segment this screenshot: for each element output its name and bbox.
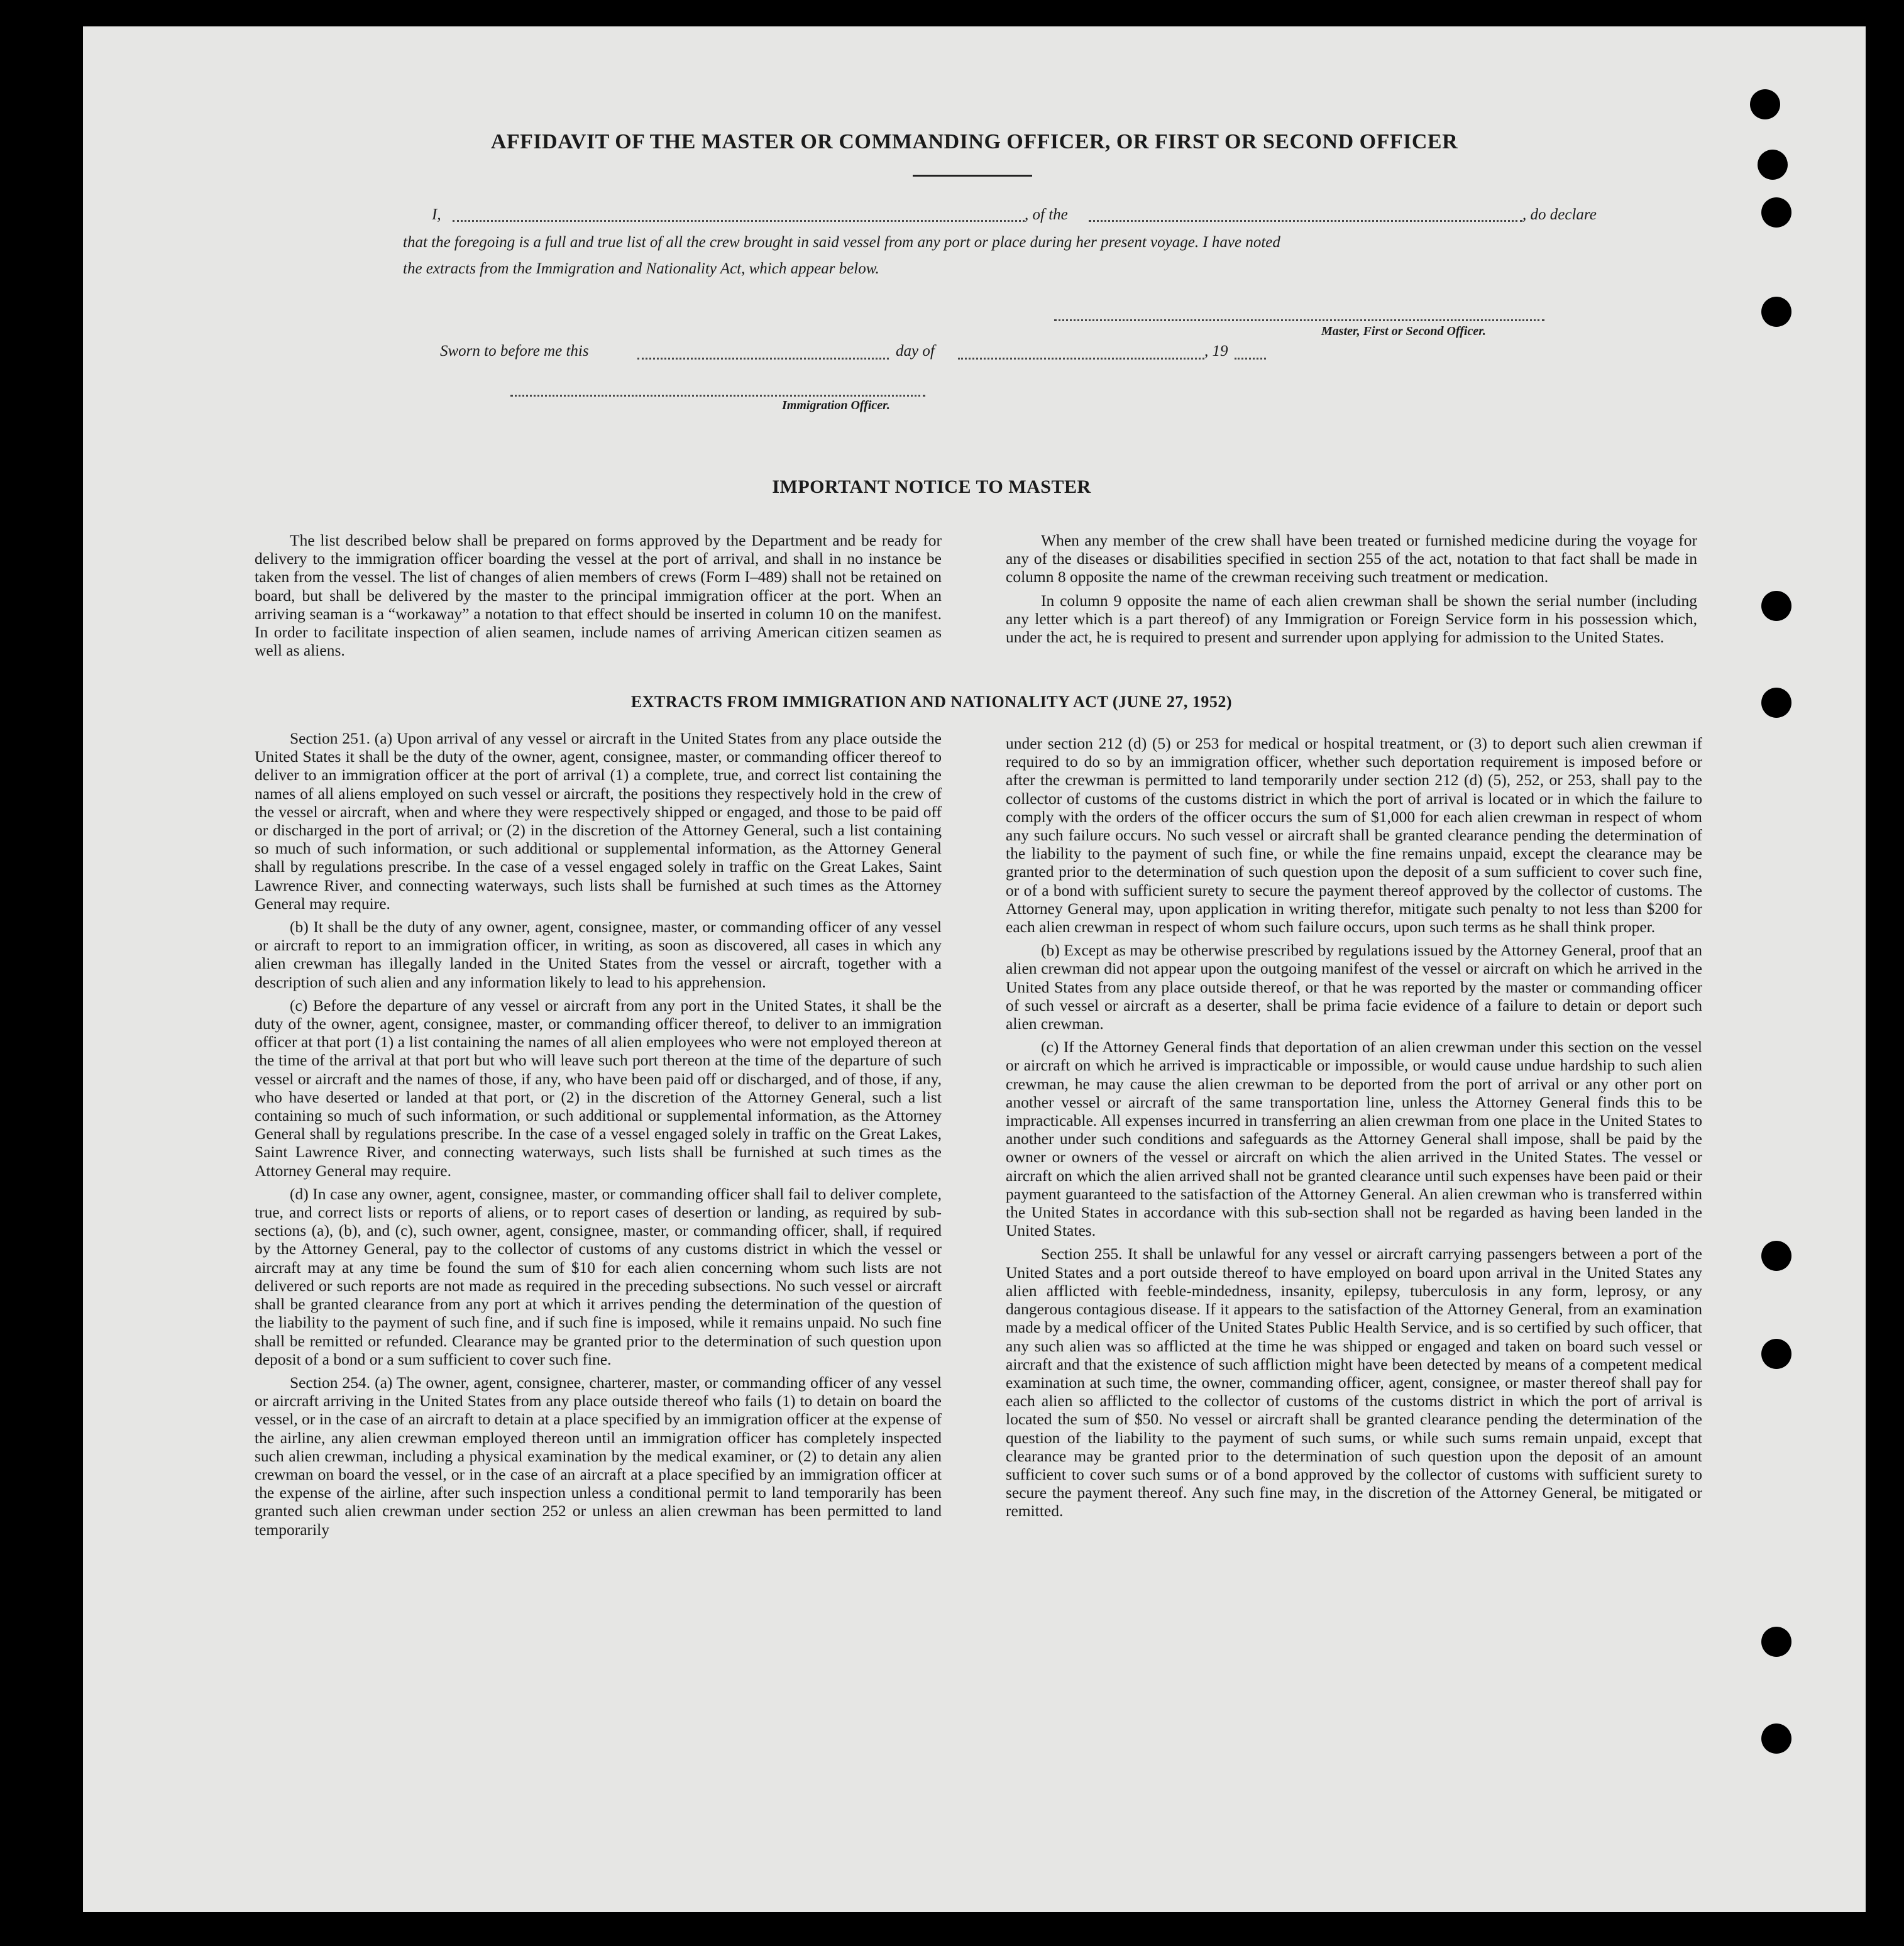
punch-hole [1761, 1627, 1791, 1657]
extract-paragraph: (c) If the Attorney General finds that deportation of an alien crewman under this section on the vessel or aircraft on which he arrived is impracticable or impossible, or would cause undue hardship to such alien crewman, he may cause the alien crewman to be deported from the port of arrival or any other port on another vessel or aircraft of the same transportation line, unless the Attorney General finds this to be impracticable. All expenses incurred in transferring an alien crewman from one place in the United States to another under such conditions and safeguards as the Attorney General shall impose, shall be paid by the owner or owners of the vessel or aircraft on which the alien arrived in the United States. The vessel or aircraft on which the alien arrived shall not be granted clearance until such expenses have been paid or their payment guaranteed to the satisfaction of the Attorney General. An alien crewman who is transferred within the United States in accordance with this sub-section shall not be regarded as having been landed in the United States. [1006, 1038, 1702, 1240]
punch-hole [1761, 1241, 1791, 1271]
officer-caption: Immigration Officer. [782, 399, 890, 412]
punch-hole [1761, 688, 1791, 718]
extract-paragraph: under section 212 (d) (5) or 253 for medical or hospital treatment, or (3) to deport such alien crewman if required to do so by an immigration officer, whether such deportation requirement is imposed before or after the crewman is permitted to land temporarily under section 212 (d) (5), 252, or 253, shall pay to the collector of customs of the customs district in which the port of arrival is located or in which the failure to comply with the orders of the officer occurs the sum of $1,000 for each alien crewman in respect of whom any such failure occurs. No such vessel or aircraft shall be granted clearance pending the determination of the liability to the payment of such fine, or while the fine remains unpaid, except the clearance may be granted prior to the determination of such question upon the deposit of a sum sufficient to cover such fine, or of a bond with sufficient surety to secure the payment thereof approved by the collector of customs. The Attorney General may, upon application in writing therefor, mitigate such penalty to not less than $200 for each alien crewman in respect of whom such failure occurs, upon such terms as he shall think proper. [1006, 734, 1702, 937]
punch-hole [1758, 150, 1788, 180]
sworn-label: Sworn to before me this [440, 343, 589, 360]
notice-title: IMPORTANT NOTICE TO MASTER [772, 476, 1091, 497]
notice-right-column [1006, 531, 1697, 651]
extract-paragraph: (c) Before the departure of any vessel or aircraft from any port in the United States, it shall be the duty of the owner, agent, consignee, master, or commanding officer thereof, to deliver to an immigration officer at that port (1) a list containing the names of all alien employees who were not employed thereon at the time of the arrival at that port but who will leave such port thereon at the time of the departure of such vessel or aircraft and the names of those, if any, who have been paid off or discharged, and of those, if any, who have deserted or landed at that port, or (2) in the discretion of the Attorney General, such a list containing so much of such information, or such additional or supplemental information, as the Attorney General shall by regulations prescribe. In the case of a vessel engaged solely in traffic on the Great Lakes, Saint Lawrence River, and connecting waterways, such lists shall be furnished at such times as the Attorney General may require. [255, 996, 942, 1180]
affidavit-of-the-label: , of the [1025, 206, 1068, 223]
punch-hole [1761, 297, 1791, 327]
affidavit-line-2: that the foregoing is a full and true list of all the crew brought in said vessel from any port or place during her present voyage. I have noted [403, 234, 1280, 251]
punch-hole [1761, 197, 1791, 228]
extracts-left-column [255, 729, 942, 1544]
affidavit-line-3: the extracts from the Immigration and Nationality Act, which appear below. [403, 260, 879, 277]
year-label: , 19 [1204, 343, 1228, 360]
month-blank [958, 358, 1204, 360]
punch-hole [1761, 1339, 1791, 1369]
document-page [83, 26, 1866, 1912]
extracts-right-column [1006, 734, 1702, 1525]
vessel-blank [1089, 220, 1522, 222]
affidavit-declare-label: , do declare [1522, 206, 1597, 223]
extract-paragraph: Section 254. (a) The owner, agent, consignee, charterer, master, or commanding officer of any vessel or aircraft arriving in the United States from any place outside thereof who fails (1) to detain on board the vessel, or in the case of an aircraft to detain at a place specified by an immigration officer at the expense of the airline, any alien crewman employed thereon until an immigration officer has completely inspected such alien crewman, including a physical examination by the medical examiner, or (2) to detain any alien crewman on board the vessel, or in the case of an aircraft at a place specified by an immigration officer at the expense of the airline, after such inspection unless a conditional permit to land temporarily has been granted such alien crewman under section 252 or unless an alien crewman has been permitted to land temporarily [255, 1373, 942, 1539]
punch-hole [1761, 1723, 1791, 1754]
extract-paragraph: (d) In case any owner, agent, consignee, master, or commanding officer shall fail to deliver complete, true, and correct lists or reports of aliens, or to report cases of desertion or landing, as required by sub-sections (a), (b), and (c), such owner, agent, consignee, master, or commanding officer, shall, if required by the Attorney General, pay to the collector of customs of any customs district in which the vessel or aircraft may at any time be found the sum of $10 for each alien concerning whom such lists are not delivered or such reports are not made as required in the preceding subsections. No such vessel or aircraft shall be granted clearance from any port at which it arrives pending the determination of the question of the liability to the payment of such fine, and if such fine is imposed, while it remains unpaid. No such fine shall be remitted or refunded. Clearance may be granted prior to the determination of such question upon deposit of a bond or a sum sufficient to cover such fine. [255, 1184, 942, 1368]
notice-left-column [255, 531, 942, 664]
extract-paragraph: (b) Except as may be otherwise prescribed by regulations issued by the Attorney General, proof that an alien crewman did not appear upon the outgoing manifest of the vessel or aircraft on which he arrived in the United States from any place outside thereof, or that he was reported by the master or commanding officer of such vessel or aircraft as a deserter, shall be prima facie evidence of a failure to detain or deport such alien crewman. [1006, 941, 1702, 1033]
punch-hole [1750, 89, 1780, 119]
officer-signature-line [510, 395, 925, 397]
year-blank [1235, 358, 1266, 360]
extract-paragraph: Section 251. (a) Upon arrival of any vessel or aircraft in the United States from any place outside the United States it shall be the duty of the owner, agent, consignee, master, or commanding officer thereof to deliver to an immigration officer at the port of arrival (1) a complete, true, and correct list containing the names of all aliens employed on such vessel or aircraft, the positions they respectively hold in the crew of the vessel or aircraft, when and where they were respectively shipped or engaged, and those to be paid off or discharged in the port of arrival; or (2) in the discretion of the Attorney General, such a list containing so much of such information, or such additional or supplemental information, as the Attorney General shall by regulations prescribe. In the case of a vessel engaged solely in traffic on the Great Lakes, Saint Lawrence River, and connecting waterways, such lists shall be furnished at such times as the Attorney General may require. [255, 729, 942, 913]
notice-right-paragraph: When any member of the crew shall have been treated or furnished medicine during the voyage for any of the diseases or disabilities specified in section 255 of the act, notation to that fact shall be made in column 8 opposite the name of the crewman receiving such treatment or medication. [1006, 531, 1697, 586]
name-blank [453, 220, 1025, 222]
extract-paragraph: (b) It shall be the duty of any owner, agent, consignee, master, or commanding officer of any vessel or aircraft to report to an immigration officer, in writing, as soon as discovered, all cases in which any alien crewman has illegally landed in the United States from the vessel or aircraft, together with a description of such alien and any information likely to lead to his apprehension. [255, 918, 942, 991]
sworn-day-blank [637, 358, 889, 360]
affidavit-i-label: I, [432, 206, 441, 223]
master-signature-line [1054, 319, 1544, 321]
affidavit-title: AFFIDAVIT OF THE MASTER OR COMMANDING OFFICER, OR FIRST OR SECOND OFFICER [490, 130, 1458, 153]
day-of-label: day of [896, 343, 935, 360]
extracts-title: EXTRACTS FROM IMMIGRATION AND NATIONALITY ACT (JUNE 27, 1952) [630, 693, 1233, 711]
extract-paragraph: Section 255. It shall be unlawful for any vessel or aircraft carrying passengers between a port of the United States and a port outside thereof to have employed on board upon arrival in the United States any alien afflicted with feeble-mindedness, insanity, epilepsy, tuberculosis in any form, leprosy, or any dangerous contagious disease. If it appears to the satisfaction of the Attorney General, from an examination made by a medical officer of the United States Public Health Service, and is so certified by such officer, that any such alien was so afflicted at the time he was shipped or engaged and taken on board such vessel or aircraft and that the existence of such affliction might have been detected by means of a competent medical examination at such time, the owner, commanding officer, agent, consignee, or master thereof shall pay for each alien so afflicted to the collector of customs of the customs district in which the port of arrival is located the sum of $50. No vessel or aircraft shall be granted clearance pending the determination of the question of the liability to the payment of such sums, or while such sums remain unpaid, except that clearance may be granted prior to the determination of such question upon the deposit of an amount sufficient to cover such sums or of a bond approved by the collector of customs with sufficient surety to secure the payment thereof. Any such fine may, in the discretion of the Attorney General, be mitigated or remitted. [1006, 1245, 1702, 1520]
notice-left-paragraph: The list described below shall be prepared on forms approved by the Department and be ready for delivery to the immigration officer boarding the vessel at the port of arrival, and shall in no instance be taken from the vessel. The list of changes of alien members of crews (Form I–489) shall not be retained on board, but shall be delivered by the master to the principal immigration officer at the port. When an arriving seaman is a “workaway” a notation to that effect should be inserted in column 10 on the manifest. In order to facilitate inspection of alien seamen, include names of arriving American citizen seamen as well as aliens. [255, 531, 942, 660]
title-divider [913, 175, 1032, 177]
punch-hole [1761, 591, 1791, 621]
master-caption: Master, First or Second Officer. [1321, 324, 1486, 338]
notice-right-paragraph: In column 9 opposite the name of each alien crewman shall be shown the serial number (including any letter which is a part thereof) of any Immigration or Foreign Service form in his possession which, under the act, he is required to present and surrender upon applying for admission to the United States. [1006, 591, 1697, 647]
